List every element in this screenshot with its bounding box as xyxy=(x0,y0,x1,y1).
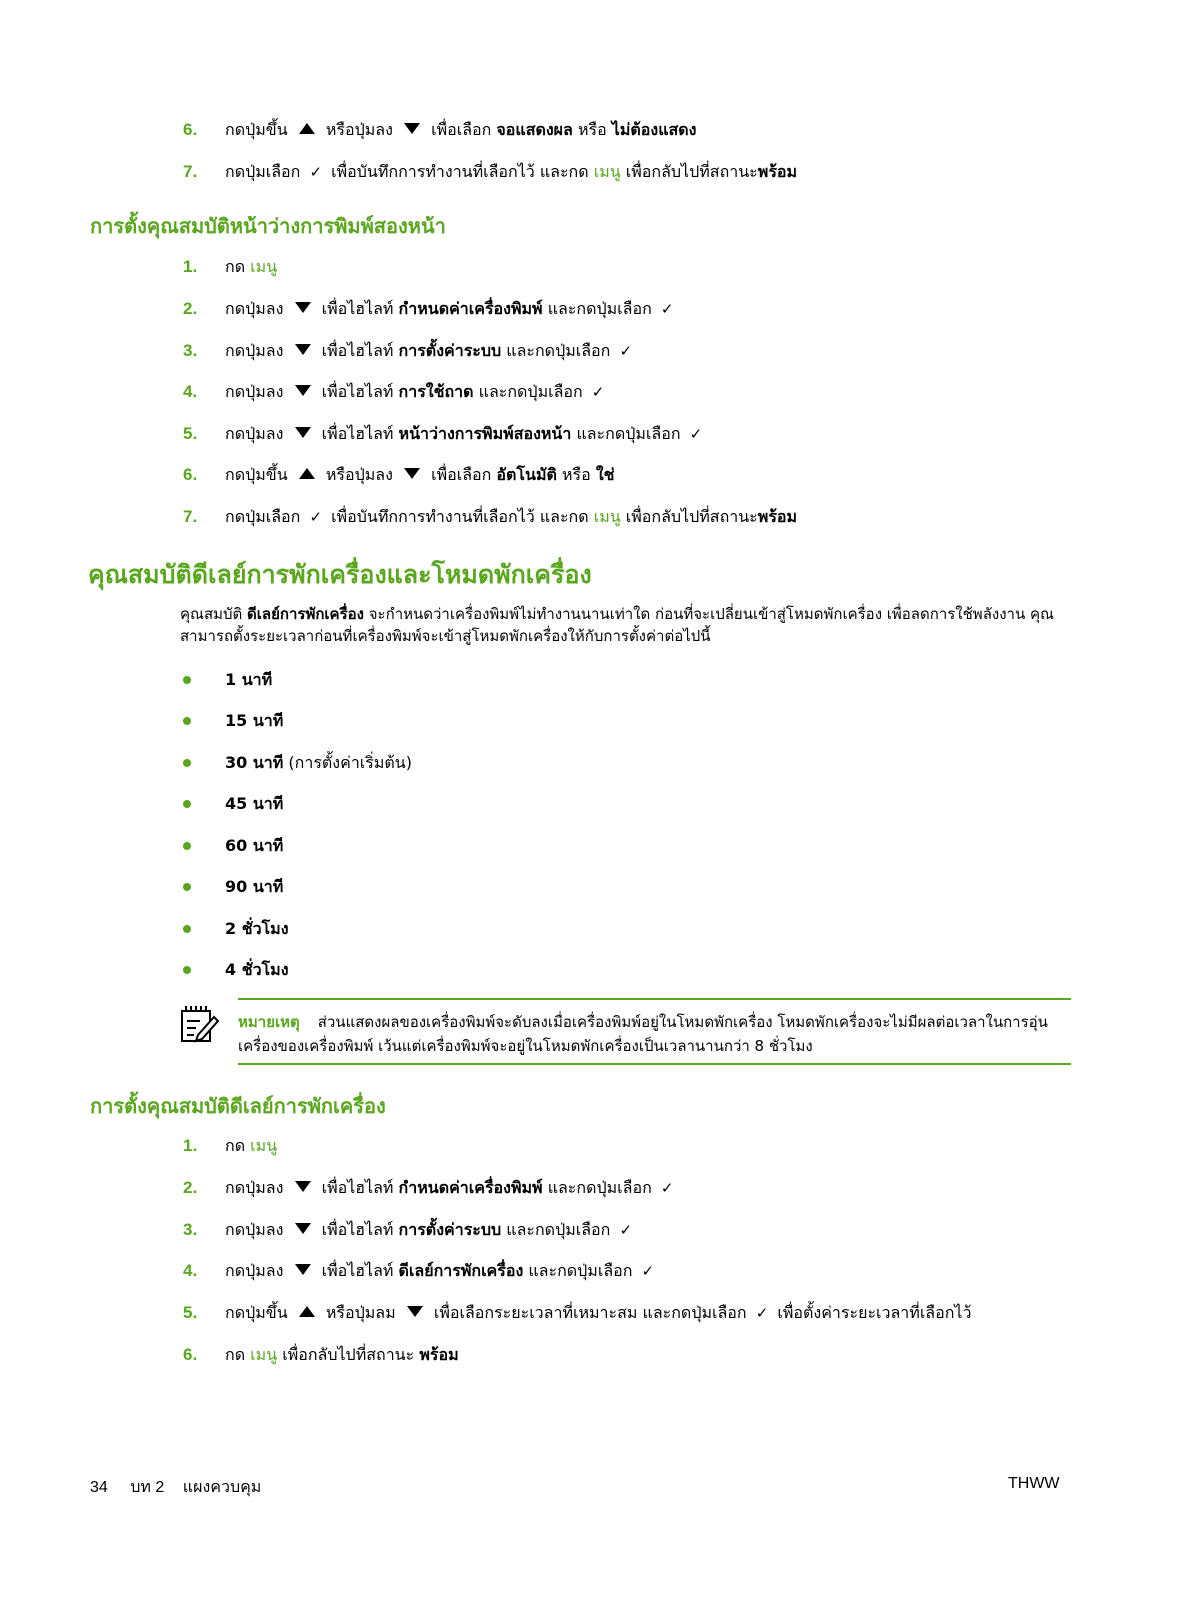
step-text-part: และกดปุ่มเลือก xyxy=(547,299,652,318)
list-item-text xyxy=(225,792,283,816)
triangle-up-icon xyxy=(299,1306,315,1317)
step-text-part: และกดปุ่มเลือก xyxy=(528,1261,633,1280)
step-number: 4. xyxy=(183,1261,198,1280)
step-text-part: เพื่อตั้งค่าระยะเวลาที่เลือกไว้ xyxy=(777,1303,972,1322)
triangle-down-icon xyxy=(295,385,311,396)
step-text-part: กดปุ่มขึ้น xyxy=(225,465,288,484)
step-text-part: กดปุ่มลง xyxy=(225,1178,284,1197)
triangle-down-icon xyxy=(295,427,311,438)
option-name: ไม่ต้องแสดง xyxy=(611,120,697,139)
option-name: อัตโนมัติ xyxy=(496,465,557,484)
step-text-part: หรือปุ่มลง xyxy=(325,465,393,484)
step-text-part: กด xyxy=(225,1345,246,1364)
step-text-part: เพื่อไฮไลท์ xyxy=(321,1178,394,1197)
step-text-part: หรือปุ่มลม xyxy=(325,1303,396,1322)
triangle-up-icon xyxy=(299,123,315,134)
triangle-down-icon xyxy=(407,1306,423,1317)
step-number: 4. xyxy=(183,382,198,401)
step-text-part: เพื่อไฮไลท์ xyxy=(321,424,394,443)
step-text xyxy=(225,297,677,321)
delay-option: 2 ชั่วโมง xyxy=(225,919,289,938)
step-text-part: หรือปุ่มลง xyxy=(325,120,393,139)
step-number: 5. xyxy=(183,424,198,443)
step-number: 1. xyxy=(183,257,198,276)
step-text-part: และกดปุ่มเลือก xyxy=(478,382,583,401)
step-text-part: กด xyxy=(225,257,246,276)
intro-paragraph xyxy=(180,603,1080,647)
step-number: 1. xyxy=(183,1136,198,1155)
delay-option-note: (การตั้งค่าเริ่มต้น) xyxy=(288,753,412,772)
list-item-text xyxy=(225,917,289,941)
step-text xyxy=(225,339,636,363)
menu-item-name: การตั้งค่าระบบ xyxy=(398,1220,502,1239)
step-text-part: กดปุ่มลง xyxy=(225,1220,284,1239)
bullet-icon xyxy=(183,925,191,933)
step-text xyxy=(225,1134,277,1158)
step-text xyxy=(225,422,706,446)
triangle-up-icon xyxy=(299,468,315,479)
checkmark-icon: ✓ xyxy=(309,508,323,526)
menu-item-name: กำหนดค่าเครื่องพิมพ์ xyxy=(398,299,543,318)
menu-button-name: เมนู xyxy=(250,1345,278,1364)
step-text-part: เพื่อไฮไลท์ xyxy=(321,1261,394,1280)
step-text xyxy=(225,1218,636,1242)
step-text xyxy=(225,255,277,279)
bullet-icon xyxy=(183,676,191,684)
triangle-down-icon xyxy=(295,1264,311,1275)
step-text xyxy=(225,1301,971,1325)
triangle-down-icon xyxy=(404,123,420,134)
step-text-part: และกดปุ่มเลือก xyxy=(547,1178,652,1197)
option-name: ใช่ xyxy=(595,465,615,484)
step-number: 6. xyxy=(183,1345,198,1364)
menu-button-name: เมนู xyxy=(593,162,621,181)
status-name: พร้อม xyxy=(757,507,798,526)
step-number: 6. xyxy=(183,120,198,139)
step-number: 5. xyxy=(183,1303,198,1322)
step-text-part: เพื่อไฮไลท์ xyxy=(321,341,394,360)
chapter-title: แผงควบคุม xyxy=(182,1479,262,1496)
menu-item-name: การใช้ถาด xyxy=(398,382,474,401)
step-text-part: เพื่อเลือก xyxy=(431,465,492,484)
step-text-part: กดปุ่มเลือก xyxy=(225,162,301,181)
step-text xyxy=(225,118,696,142)
menu-button-name: เมนู xyxy=(250,1136,278,1155)
menu-button-name: เมนู xyxy=(593,507,621,526)
step-text-part: และกดปุ่มเลือก xyxy=(576,424,681,443)
step-text-part: เพื่อกลับไปที่สถานะ xyxy=(282,1345,415,1364)
section-heading: การตั้งคุณสมบัติหน้าว่างการพิมพ์สองหน้า xyxy=(90,214,446,238)
checkmark-icon: ✓ xyxy=(689,425,703,443)
step-text-part: กดปุ่มลง xyxy=(225,341,284,360)
page-number: 34 xyxy=(90,1479,108,1496)
triangle-down-icon xyxy=(404,468,420,479)
feature-name: ดีเลย์การพักเครื่อง xyxy=(247,605,364,623)
bullet-icon xyxy=(183,717,191,725)
checkmark-icon: ✓ xyxy=(755,1304,769,1322)
delay-option: 30 นาที xyxy=(225,753,284,772)
note-text xyxy=(238,1010,1073,1058)
paragraph-text: จะกำหนดว่าเครื่องพิมพ์ไม่ทำงานนานเท่าใด ก่อนที่จะเปลี่ยนเข้าสู่โหมดพักเครื่อง เพื่อลดการใช้พลังงาน คุณสามารถตั้งระยะเวลาก่อนที่เครื่องพิมพ์จะเข้าสู่โหมดพักเครื่องให้กับการตั้งค่าต่อไปนี้ xyxy=(180,605,1054,645)
step-text xyxy=(225,505,797,529)
page-heading: คุณสมบัติดีเลย์การพักเครื่องและโหมดพักเครื่อง xyxy=(88,560,592,589)
step-text-part: กด xyxy=(225,1136,246,1155)
step-text-part: กดปุ่มเลือก xyxy=(225,507,301,526)
step-text-part: เพื่อเลือก xyxy=(431,120,492,139)
step-text-part: กดปุ่มขึ้น xyxy=(225,120,288,139)
list-item-text xyxy=(225,875,283,899)
step-number: 2. xyxy=(183,299,198,318)
menu-item-name: กำหนดค่าเครื่องพิมพ์ xyxy=(398,1178,543,1197)
note-pencil-icon xyxy=(180,1003,220,1043)
locale-code: THWW xyxy=(1008,1475,1060,1492)
status-name: พร้อม xyxy=(757,162,798,181)
step-number: 7. xyxy=(183,162,198,181)
menu-item-name: ดีเลย์การพักเครื่อง xyxy=(398,1261,524,1280)
note-top-rule xyxy=(238,998,1071,1000)
step-text-part: เพื่อกลับไปที่สถานะ xyxy=(625,507,758,526)
step-number: 7. xyxy=(183,507,198,526)
paragraph-text: คุณสมบัติ xyxy=(180,605,243,623)
bullet-icon xyxy=(183,966,191,974)
triangle-down-icon xyxy=(295,302,311,313)
step-text-part: กดปุ่มลง xyxy=(225,1261,284,1280)
checkmark-icon: ✓ xyxy=(660,1179,674,1197)
step-text xyxy=(225,1343,459,1367)
step-text-part: เพื่อไฮไลท์ xyxy=(321,299,394,318)
note-label: หมายเหตุ xyxy=(238,1013,300,1031)
step-text-part: เพื่อกลับไปที่สถานะ xyxy=(625,162,758,181)
checkmark-icon: ✓ xyxy=(309,163,323,181)
step-text xyxy=(225,380,608,404)
step-text-part: กดปุ่มขึ้น xyxy=(225,1303,288,1322)
note-body: ส่วนแสดงผลของเครื่องพิมพ์จะดับลงเมื่อเครื่องพิมพ์อยู่ในโหมดพักเครื่อง โหมดพักเครื่องจะไม่มีผลต่อเวลาในการอุ่นเครื่องของเครื่องพิมพ์ เว้นแต่เครื่องพิมพ์จะอยู่ในโหมดพักเครื่องเป็นเวลานานกว่า 8 ชั่วโมง xyxy=(238,1013,1048,1055)
step-text-part: เพื่อไฮไลท์ xyxy=(321,382,394,401)
step-number: 3. xyxy=(183,1220,198,1239)
step-text-part: หรือ xyxy=(561,465,591,484)
list-item-text xyxy=(225,834,283,858)
step-number: 6. xyxy=(183,465,198,484)
step-text xyxy=(225,160,797,184)
chapter-number: บท 2 xyxy=(130,1479,165,1496)
checkmark-icon: ✓ xyxy=(619,1221,633,1239)
checkmark-icon: ✓ xyxy=(619,342,633,360)
checkmark-icon: ✓ xyxy=(591,383,605,401)
list-item-text xyxy=(225,709,283,733)
step-text-part: และกดปุ่มเลือก xyxy=(506,1220,611,1239)
delay-option: 4 ชั่วโมง xyxy=(225,960,289,979)
step-text-part: เพื่อบันทึกการทำงานที่เลือกไว้ และกด xyxy=(331,507,589,526)
triangle-down-icon xyxy=(295,1181,311,1192)
step-text xyxy=(225,1259,658,1283)
list-item-text xyxy=(225,751,412,775)
step-text-part: กดปุ่มลง xyxy=(225,299,284,318)
step-text-part: เพื่อบันทึกการทำงานที่เลือกไว้ และกด xyxy=(331,162,589,181)
menu-button-name: เมนู xyxy=(250,257,278,276)
bullet-icon xyxy=(183,842,191,850)
bullet-icon xyxy=(183,883,191,891)
checkmark-icon: ✓ xyxy=(641,1262,655,1280)
menu-item-name: การตั้งค่าระบบ xyxy=(398,341,502,360)
option-name: จอแสดงผล xyxy=(496,120,573,139)
step-number: 3. xyxy=(183,341,198,360)
step-text-part: กดปุ่มลง xyxy=(225,382,284,401)
section-heading: การตั้งคุณสมบัติดีเลย์การพักเครื่อง xyxy=(90,1094,386,1118)
triangle-down-icon xyxy=(295,1223,311,1234)
bullet-icon xyxy=(183,759,191,767)
step-text xyxy=(225,463,614,487)
list-item-text xyxy=(225,958,289,982)
checkmark-icon: ✓ xyxy=(660,300,674,318)
step-number: 2. xyxy=(183,1178,198,1197)
step-text-part: กดปุ่มลง xyxy=(225,424,284,443)
delay-option: 1 นาที xyxy=(225,670,273,689)
menu-item-name: หน้าว่างการพิมพ์สองหน้า xyxy=(398,424,572,443)
step-text xyxy=(225,1176,677,1200)
bullet-icon xyxy=(183,800,191,808)
delay-option: 60 นาที xyxy=(225,836,284,855)
status-name: พร้อม xyxy=(419,1345,459,1364)
delay-option: 15 นาที xyxy=(225,711,284,730)
step-text-part: เพื่อเลือกระยะเวลาที่เหมาะสม และกดปุ่มเลือก xyxy=(433,1303,747,1322)
step-text-part: เพื่อไฮไลท์ xyxy=(321,1220,394,1239)
note-bottom-rule xyxy=(238,1063,1071,1065)
step-text-part: หรือ xyxy=(577,120,607,139)
list-item-text xyxy=(225,668,272,692)
step-text-part: และกดปุ่มเลือก xyxy=(506,341,611,360)
triangle-down-icon xyxy=(295,344,311,355)
page-footer-left xyxy=(90,1475,261,1500)
delay-option: 90 นาที xyxy=(225,877,284,896)
delay-option: 45 นาที xyxy=(225,794,284,813)
